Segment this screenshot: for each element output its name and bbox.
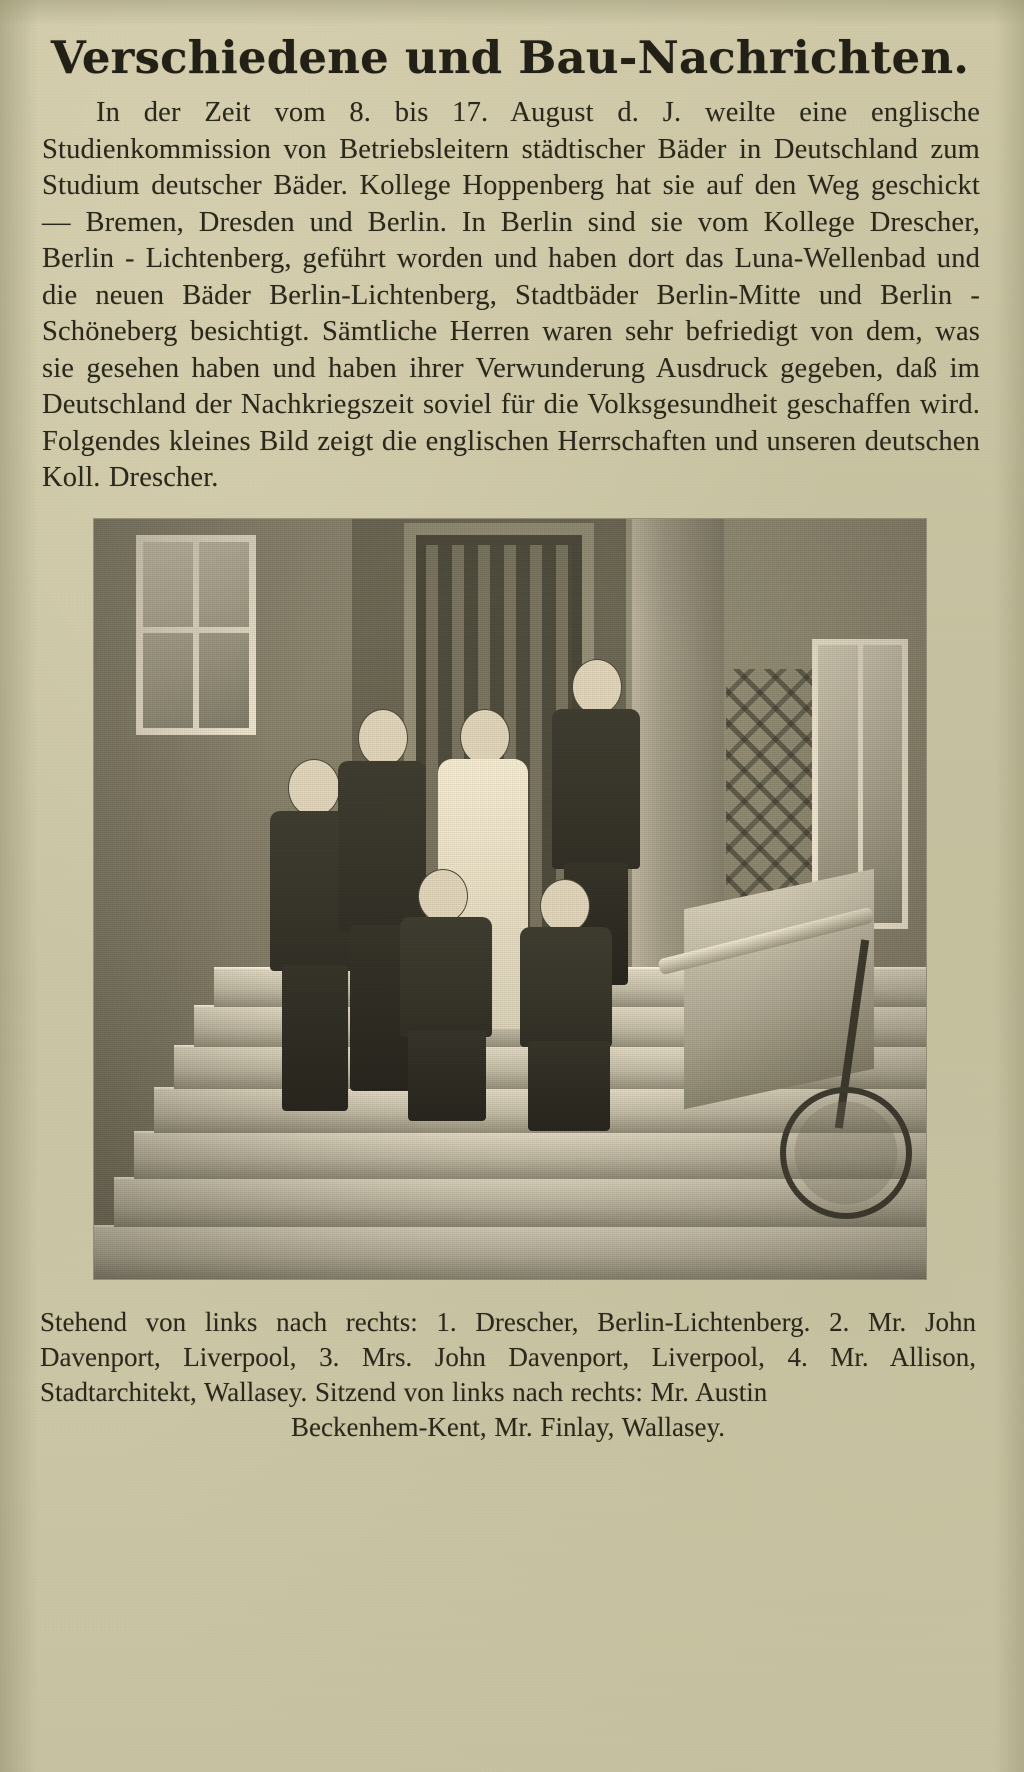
- article-figure: [38, 519, 982, 1279]
- photo-window-upper-left: [136, 535, 256, 735]
- person-head: [358, 709, 408, 767]
- group-photo: [94, 519, 926, 1279]
- figure-caption: [40, 1305, 976, 1445]
- person-torso: [552, 709, 640, 869]
- person-legs: [408, 1031, 486, 1121]
- article-body-text: In der Zeit vom 8. bis 17. August d. J. weilte eine englische Studienkommission von Betriebsleitern städtischer Bäder in Deutschland zum Studium deutscher Bäder. Kollege Hoppenberg hat sie auf den Weg geschickt — Bremen, Dresden und Berlin. In Berlin sind sie vom Kollege Drescher, Berlin - Lichtenberg, geführt worden und haben dort das Luna-Wellenbad und die neuen Bäder Berlin-Lichtenberg, Stadtbäder Berlin-Mitte und Berlin - Schöneberg besichtigt. Sämtliche Herren waren sehr befriedigt von dem, was sie gesehen haben und haben ihrer Verwunderung Ausdruck gegeben, daß im Deutschland der Nachkriegszeit soviel für die Volksgesundheit geschaffen wird. Folgendes kleines Bild zeigt die englischen Herrschaften und unseren deutschen Koll. Drescher.: [42, 97, 980, 494]
- figure-caption-main: Stehend von links nach rechts: 1. Drescher, Berlin-Lichtenberg. 2. Mr. John Davenport, Liverpool, 3. Mrs. John Davenport, Liverpool, 4. Mr. Allison, Stadtarchitekt, Wallasey. Sitzend von links nach rechts: Mr. Austin: [40, 1306, 976, 1407]
- window-mullion-vertical: [193, 542, 199, 728]
- figure-caption-last-line: Beckenhem-Kent, Mr. Finlay, Wallasey.: [291, 1411, 725, 1442]
- window-mullion-horizontal: [143, 627, 249, 633]
- bicycle-wheel: [780, 1087, 912, 1219]
- person-head: [460, 709, 510, 765]
- person-head: [572, 659, 622, 715]
- person-head: [540, 879, 590, 933]
- person-head: [418, 869, 468, 923]
- article-headline: Verschiedene und Bau-Nachrichten.: [50, 31, 970, 84]
- person-torso: [400, 917, 492, 1037]
- photo-person-seated-2: [514, 879, 626, 1129]
- person-torso: [520, 927, 612, 1047]
- photo-person-seated-1: [394, 869, 506, 1119]
- stair-step: [94, 1225, 926, 1279]
- person-legs: [528, 1041, 610, 1131]
